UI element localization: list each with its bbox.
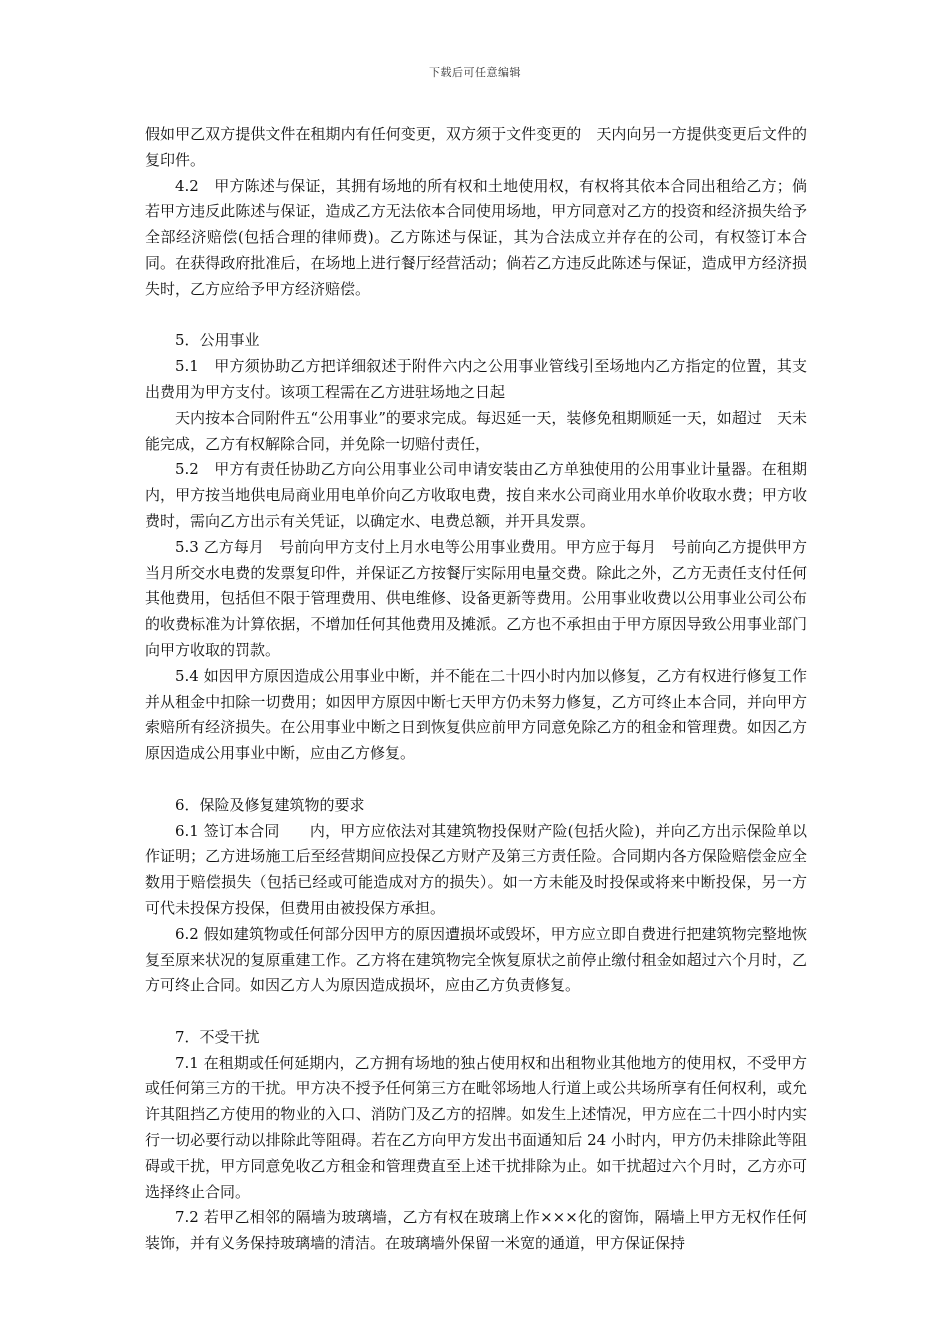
page-header: 下载后可任意编辑 (429, 66, 521, 79)
paragraph-continuation: 假如甲乙双方提供文件在租期内有任何变更，双方须于文件变更的 天内向另一方提供变更后文件的复印件。 (145, 125, 807, 169)
document-body (145, 122, 807, 1257)
section-5-heading: 5．公用事业 (175, 331, 260, 350)
clause-5-3: 5.3 乙方每月 号前向甲方支付上月水电等公用事业费用。甲方应于每月 号前向乙方提供甲方当月所交水电费的发票复印件，并保证乙方按餐厅实际用电量交费。除此之外，乙方无责任支付任何其他费用，包括但不限于管理费用、供电维修、设备更新等费用。公用事业收费以公用事业公司公布的收费标准为计算依据，不增加任何其他费用及摊派。乙方也不承担由于甲方原因导致公用事业部门向甲方收取的罚款。 (145, 537, 807, 659)
clause-7-2: 7.2 若甲乙相邻的隔墙为玻璃墙，乙方有权在玻璃上作×××化的窗饰，隔墙上甲方无权作任何装饰，并有义务保持玻璃墙的清洁。在玻璃墙外保留一米宽的通道，甲方保证保持 (145, 1208, 807, 1253)
clause-7-1: 7.1 在租期或任何延期内，乙方拥有场地的独占使用权和出租物业其他地方的使用权，不受甲方或任何第三方的干扰。甲方决不授予任何第三方在毗邻场地人行道上或公共场所享有任何权利，或允许其阻挡乙方使用的物业的入口、消防门及乙方的招牌。如发生上述情况，甲方应在二十四小时内实行一切必要行动以排除此等阻碍。若在乙方向甲方发出书面通知后 24 小时内，甲方仍未排除此等阻碍或干扰，甲方同意免收乙方租金和管理费直至上述干扰排除为止。如干扰超过六个月时，乙方亦可选择终止合同。 (145, 1053, 807, 1201)
clause-5-1-continued: 天内按本合同附件五“公用事业”的要求完成。每迟延一天，装修免租期顺延一天，如超过 天未能完成，乙方有权解除合同，并免除一切赔付责任， (145, 408, 807, 453)
clause-6-1: 6.1 签订本合同 内，甲方应依法对其建筑物投保财产险(包括火险)，并向乙方出示保险单以作证明；乙方进场施工后至经营期间应投保乙方财产及第三方责任险。合同期内各方保险赔偿金应全数用于赔偿损失（包括已经或可能造成对方的损失）。如一方未能及时投保或将来中断投保，另一方可代未投保方投保，但费用由被投保方承担。 (145, 821, 807, 917)
section-6-heading: 6．保险及修复建筑物的要求 (175, 795, 365, 814)
clause-5-1: 5.1 甲方须协助乙方把详细叙述于附件六内之公用事业管线引至场地内乙方指定的位置，其支出费用为甲方支付。该项工程需在乙方进驻场地之日起 (145, 357, 807, 401)
clause-4-2: 4.2 甲方陈述与保证，其拥有场地的所有权和土地使用权，有权将其依本合同出租给乙方；倘若甲方违反此陈述与保证，造成乙方无法依本合同使用场地，甲方同意对乙方的投资和经济损失给予全部经济赔偿(包括合理的律师费)。乙方陈述与保证，其为合法成立并存在的公司，有权签订本合同。在获得政府批准后，在场地上进行餐厅经营活动；倘若乙方违反此陈述与保证，造成甲方经济损失时，乙方应给予甲方经济赔偿。 (145, 176, 807, 298)
clause-6-2: 6.2 假如建筑物或任何部分因甲方的原因遭损坏或毁坏，甲方应立即自费进行把建筑物完整地恢复至原来状况的复原重建工作。乙方将在建筑物完全恢复原状之前停止缴付租金如超过六个月时，乙方可终止合同。如因乙方人为原因造成损坏，应由乙方负责修复。 (145, 924, 807, 995)
clause-5-2: 5.2 甲方有责任协助乙方向公用事业公司申请安装由乙方单独使用的公用事业计量器。在租期内，甲方按当地供电局商业用电单价向乙方收取电费，按自来水公司商业用水单价收取水费；甲方收费时，需向乙方出示有关凭证，以确定水、电费总额，并开具发票。 (145, 460, 807, 530)
clause-5-4: 5.4 如因甲方原因造成公用事业中断，并不能在二十四小时内加以修复，乙方有权进行修复工作并从租金中扣除一切费用；如因甲方原因中断七天甲方仍未努力修复，乙方可终止本合同，并向甲方索赔所有经济损失。在公用事业中断之日到恢复供应前甲方同意免除乙方的租金和管理费。如因乙方原因造成公用事业中断，应由乙方修复。 (145, 666, 807, 763)
section-7-heading: 7．不受干扰 (175, 1027, 260, 1046)
